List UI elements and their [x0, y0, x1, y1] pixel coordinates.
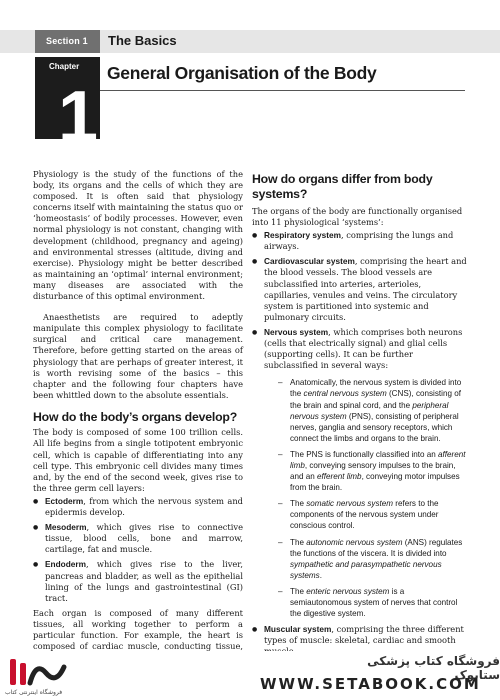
sub-list-term: efferent limb	[317, 472, 362, 482]
list-item-text: , comprising the lungs and airways.	[264, 230, 454, 252]
sub-list-term: sympathetic and parasympathetic nervous systems	[290, 559, 442, 580]
sub-list-text: (PNS), consisting of peripheral nerves, ganglia and sensory receptors, which connect the limbs and organs to the brain.	[290, 411, 459, 443]
sub-list-text: Anatomically, the nervous system is divided into the	[290, 378, 462, 399]
list-item-term: Cardiovascular system	[264, 256, 355, 267]
sub-list-text: The	[290, 586, 307, 596]
sub-list-item	[278, 537, 467, 581]
sub-list-text: The	[290, 499, 307, 509]
list-item-term: Mesoderm	[45, 522, 87, 533]
title-rule	[100, 90, 465, 91]
list-item	[252, 230, 467, 252]
intro-paragraph: Anaesthetists are required to adeptly manipulate this complex physiology to facilitate surgical and critical care management. Therefore, before getting started on the areas of physiology that are perhaps of greater interest, it is worth revising some of the basics – this chapter and the following four chapters have been whittled down to the absolute essentials.	[33, 312, 243, 400]
nervous-subclass-list	[278, 377, 467, 619]
chapter-number: 1	[57, 77, 98, 157]
sub-list-term: enteric nervous system	[306, 586, 390, 596]
sub-list-text: .	[319, 570, 322, 580]
list-item-text: , which gives rise to connective tissue, blood cells, bone and marrow, cartilage, fat and muscle.	[45, 522, 243, 555]
sub-list-text: The PNS is functionally classified into an	[290, 449, 439, 459]
list-item-term: Endoderm	[45, 559, 87, 570]
sub-list-term: autonomic nervous system	[306, 537, 403, 547]
list-item	[33, 496, 243, 518]
sub-list-term: central nervous system	[303, 389, 387, 399]
sub-list-item	[278, 586, 467, 619]
sub-list-term: somatic nervous system	[306, 499, 394, 509]
section-heading: How do organs differ from body systems?	[252, 172, 433, 201]
store-name: فروشگاه کتاب پزشکی ستابوک	[367, 654, 500, 682]
section-heading: How do the body’s organs develop?	[33, 409, 238, 424]
sub-list-item	[278, 449, 467, 493]
sub-list-text: The	[290, 537, 307, 547]
sub-list-item	[278, 498, 467, 531]
list-item-text: , which comprises both neurons (cells that electrically signal) and glial cells (supporting cells). It can be further subclassified in several ways:	[264, 326, 463, 371]
intro-paragraph: Physiology is the study of the functions of the body, its organs and the cells of which they are composed. It is often said that physiology concerns itself with maintaining the status quo or ‘homeostasis’ of bodily processes. However, even normal physiology is not constant, changing with development (childhood, pregnancy and ageing) and environmental stresses (altitude, diving and exercise). Physiology might be better described as maintaining an ‘optimal’ internal environment; many diseases are associated with the disturbance of this optimal environment.	[33, 169, 243, 302]
sub-list-text: refers to the components of the nervous system under conscious control.	[290, 499, 439, 531]
systems-list	[252, 230, 467, 657]
list-item-term: Nervous system	[264, 326, 329, 337]
chapter-label: Chapter	[49, 62, 80, 71]
list-item-term: Ectoderm	[45, 495, 84, 506]
list-item-term: Muscular system	[264, 624, 332, 635]
sub-list-text: , conveying motor impulses from the brain.	[290, 472, 460, 493]
store-url[interactable]: WWW.SETABOOK.COM	[260, 675, 481, 693]
body-paragraph: Each organ is composed of many different tissues, all working together to perform a particular function. For example, the heart is composed of cardiac muscle, conducting tissue,	[33, 607, 243, 652]
list-item	[252, 256, 467, 323]
section-title: The Basics	[108, 33, 177, 48]
germ-layer-list	[33, 496, 243, 604]
list-item	[252, 327, 467, 619]
chapter-title: General Organisation of the Body	[107, 63, 377, 83]
sub-list-text: , conveying sensory impulses to the brain, and an	[290, 460, 456, 482]
list-item-text: , which gives rise to the liver, pancreas and bladder, as well as the epithelial lining of the lungs and gastrointestinal (GI) tract.	[45, 559, 243, 603]
sub-list-text: (ANS) regulates the functions of the viscera. It is divided into	[290, 537, 463, 558]
body-paragraph: The body is composed of some 100 trillion cells. All life begins from a single totipotent embryonic cell, which is capable of differentiating into any cell type. This embryonic cell divides many times and, by the end of the second week, gives rise to the three germ cell layers:	[33, 427, 243, 493]
right-column	[252, 172, 467, 661]
section-label: Section 1	[46, 36, 88, 46]
sub-list-text: (CNS), consisting of the brain and spinal cord, and the	[290, 389, 461, 410]
sub-list-term: peripheral nervous system	[290, 400, 449, 421]
body-paragraph: The organs of the body are functionally organised into 11 physiological ‘systems’:	[252, 206, 463, 228]
list-item-term: Respiratory system	[264, 230, 342, 241]
list-item-text: , from which the nervous system and epidermis develop.	[45, 495, 243, 518]
list-item	[33, 559, 243, 603]
list-item	[33, 522, 243, 555]
footer-watermark	[0, 651, 500, 700]
sub-list-term: afferent limb	[290, 449, 466, 470]
setabook-logo	[6, 653, 70, 689]
list-item-text: , comprising the heart and the blood vessels. The blood vessels are subclassified into arteries, arterioles, capillaries, venules and veins. The circulatory system is partitioned into systemic and pulmonary circuits.	[264, 256, 467, 322]
logo-subtitle: فروشگاه اینترنتی کتاب	[5, 689, 63, 696]
left-column	[33, 169, 243, 674]
chapter-block	[35, 57, 100, 157]
sub-list-item	[278, 377, 467, 444]
list-item-text: , comprising the three different types of muscle: skeletal, cardiac and smooth	[264, 624, 464, 646]
sub-list-text: is a semiautonomous system of nerves that control the digestive system.	[290, 586, 458, 619]
